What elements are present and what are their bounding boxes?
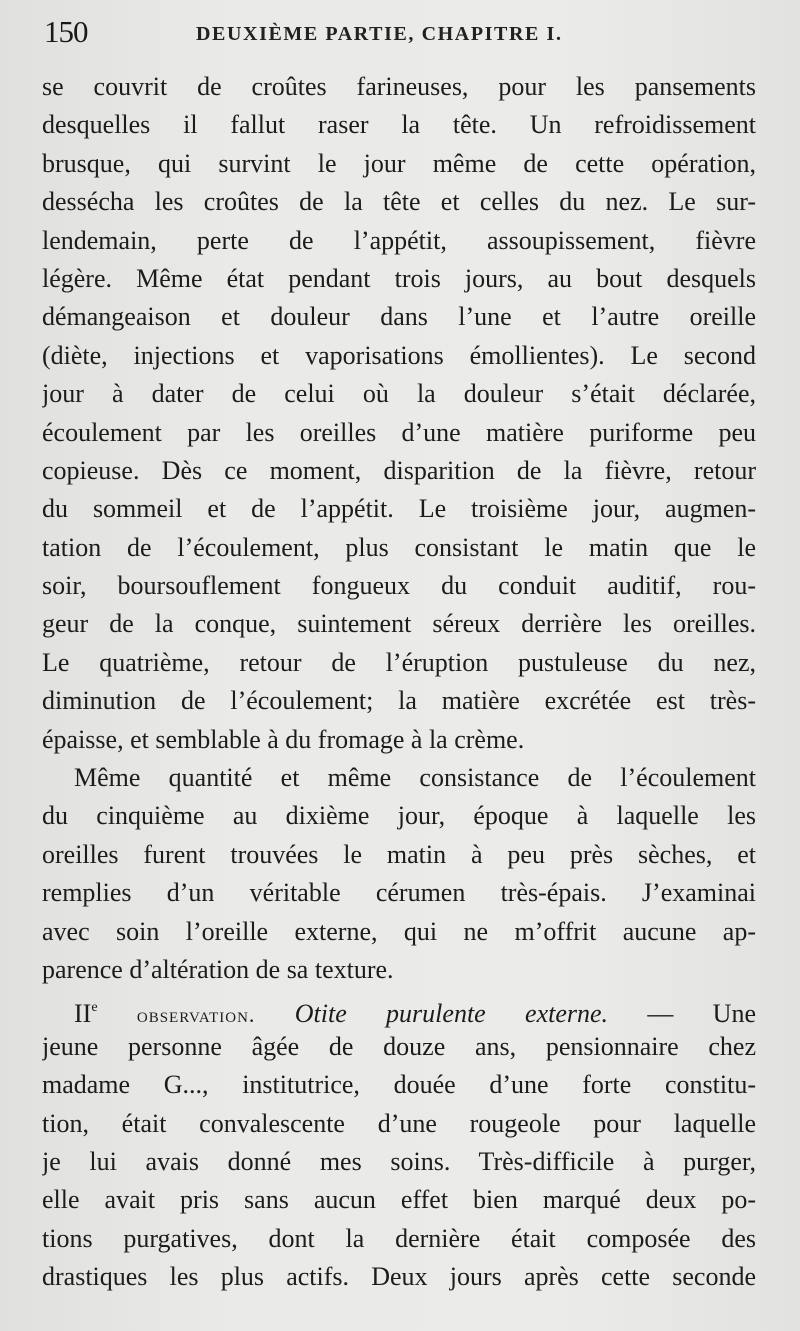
observation-superscript: e (91, 1000, 98, 1016)
observation-title: Otite purulente externe. (294, 999, 609, 1028)
text-line: copieuse. Dès ce moment, disparition de la fièvre, retour (42, 455, 756, 485)
text-line: légère. Même état pendant trois jours, au bout desquels (42, 263, 756, 293)
text-line: tion, était convalescente d’une rougeole pour laquelle (42, 1108, 756, 1138)
text-line: madame G..., institutrice, douée d’une forte constitu- (42, 1070, 756, 1100)
page-header (40, 14, 760, 62)
text-line: tions purgatives, dont la dernière était composée des (42, 1223, 756, 1253)
text-line: jeune personne âgée de douze ans, pensionnaire chez (42, 1031, 756, 1061)
running-head: DEUXIÈME PARTIE, CHAPITRE I. (196, 23, 563, 45)
text-line: je lui avais donné mes soins. Très-difficile à purger, (42, 1146, 756, 1176)
text-line: geur de la conque, suintement séreux derrière les oreilles. (42, 609, 756, 639)
text-line: tation de l’écoulement, plus consistant le matin que le (42, 532, 756, 562)
text-line: lendemain, perte de l’appétit, assoupissement, fièvre (42, 225, 756, 255)
text-line: (diète, injections et vaporisations émollientes). Le second (42, 340, 756, 370)
observation-heading (42, 989, 756, 1027)
observation-lead-in: — Une (608, 999, 756, 1028)
text-line: jour à dater de celui où la douleur s’était déclarée, (42, 379, 756, 409)
text-line: desquelles il fallut raser la tête. Un refroidissement (42, 110, 756, 140)
text-line: se couvrit de croûtes farineuses, pour les pansements (42, 72, 756, 101)
observation-numeral: II (74, 999, 92, 1028)
text-line: parence d’altération de sa texture. (42, 954, 394, 984)
text-line: dessécha les croûtes de la tête et celles du nez. Le sur- (42, 187, 756, 217)
text-line: diminution de l’écoulement; la matière excrétée est très- (42, 686, 756, 716)
text-line: Même quantité et même consistance de l’écoulement (74, 763, 756, 793)
text-line: avec soin l’oreille externe, qui ne m’offrit aucune ap- (42, 916, 756, 946)
text-line: du cinquième au dixième jour, époque à laquelle les (42, 801, 756, 831)
text-line: démangeaison et douleur dans l’une et l’autre oreille (42, 302, 756, 332)
text-line: oreilles furent trouvées le matin à peu près sèches, et (42, 839, 756, 869)
text-line: drastiques les plus actifs. Deux jours après cette seconde (42, 1262, 756, 1292)
text-line: remplies d’un véritable cérumen très-épais. J’examinai (42, 878, 756, 908)
text-line: brusque, qui survint le jour même de cette opération, (42, 148, 756, 178)
text-line: soir, boursouflement fongueux du conduit auditif, rou- (42, 571, 756, 601)
text-line: elle avait pris sans aucun effet bien marqué deux po- (42, 1185, 756, 1215)
text-line: écoulement par les oreilles d’une matière puriforme peu (42, 417, 756, 447)
body-text (42, 68, 756, 1297)
text-line: Le quatrième, retour de l’éruption pustuleuse du nez, (42, 647, 756, 677)
text-line: du sommeil et de l’appétit. Le troisième jour, augmen- (42, 494, 756, 524)
text-line: épaisse, et semblable à du fromage à la crème. (42, 724, 525, 754)
page-number: 150 (44, 14, 88, 49)
observation-label: observation. (136, 1002, 256, 1028)
